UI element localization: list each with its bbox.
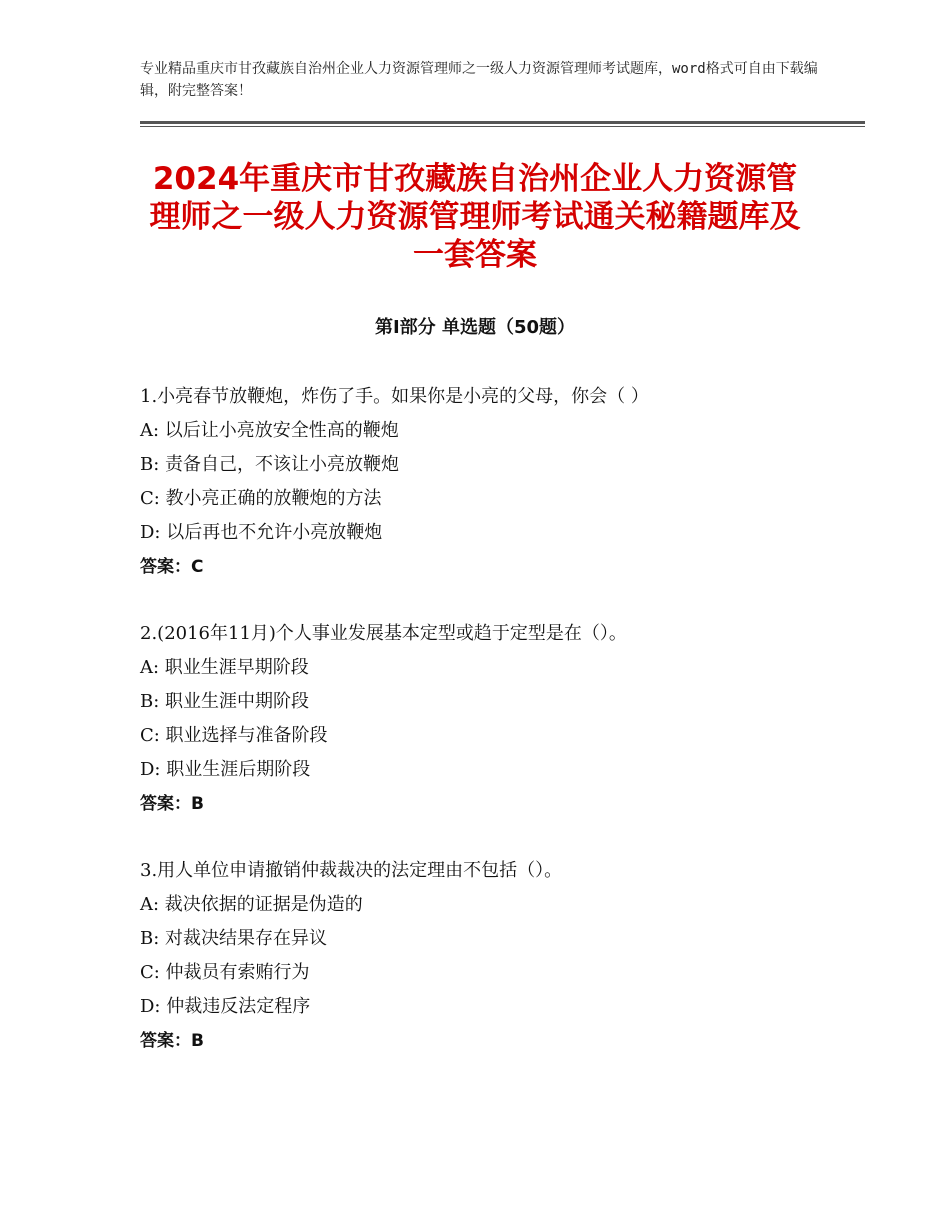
option-b: B: 职业生涯中期阶段: [140, 691, 310, 712]
question-2: [140, 617, 840, 821]
option-b: B: 责备自己，不该让小亮放鞭炮: [140, 454, 400, 475]
answer-label: 答案：B: [140, 1031, 204, 1051]
option-c: C: 职业选择与准备阶段: [140, 725, 328, 746]
header-note: 专业精品重庆市甘孜藏族自治州企业人力资源管理师之一级人力资源管理师考试题库，word格式可自由下载编辑，附完整答案！: [140, 61, 818, 99]
question-stem: 1.小亮春节放鞭炮，炸伤了手。如果你是小亮的父母，你会（ ）: [140, 386, 649, 407]
answer-label: 答案：B: [140, 794, 204, 814]
option-a: A: 以后让小亮放安全性高的鞭炮: [140, 420, 399, 441]
option-d: D: 以后再也不允许小亮放鞭炮: [140, 522, 383, 543]
question-list: [140, 380, 840, 1091]
option-c: C: 教小亮正确的放鞭炮的方法: [140, 488, 382, 509]
question-stem: 2.(2016年11月)个人事业发展基本定型或趋于定型是在（）。: [140, 623, 627, 644]
question-1: [140, 380, 840, 584]
question-3: [140, 854, 840, 1058]
header-divider-thin: [140, 126, 865, 127]
option-d: D: 职业生涯后期阶段: [140, 759, 311, 780]
option-c: C: 仲裁员有索贿行为: [140, 962, 310, 983]
question-stem: 3.用人单位申请撤销仲裁裁决的法定理由不包括（）。: [140, 860, 563, 881]
option-b: B: 对裁决结果存在异议: [140, 928, 328, 949]
answer-label: 答案：C: [140, 557, 204, 577]
option-a: A: 裁决依据的证据是伪造的: [140, 894, 363, 915]
option-a: A: 职业生涯早期阶段: [140, 657, 309, 678]
document-title: 2024年重庆市甘孜藏族自治州企业人力资源管理师之一级人力资源管理师考试通关秘籍题库及一套答案: [149, 161, 801, 273]
header-divider-thick: [140, 121, 865, 124]
option-d: D: 仲裁违反法定程序: [140, 996, 311, 1017]
section-heading: 第Ⅰ部分 单选题（50题）: [374, 317, 575, 338]
